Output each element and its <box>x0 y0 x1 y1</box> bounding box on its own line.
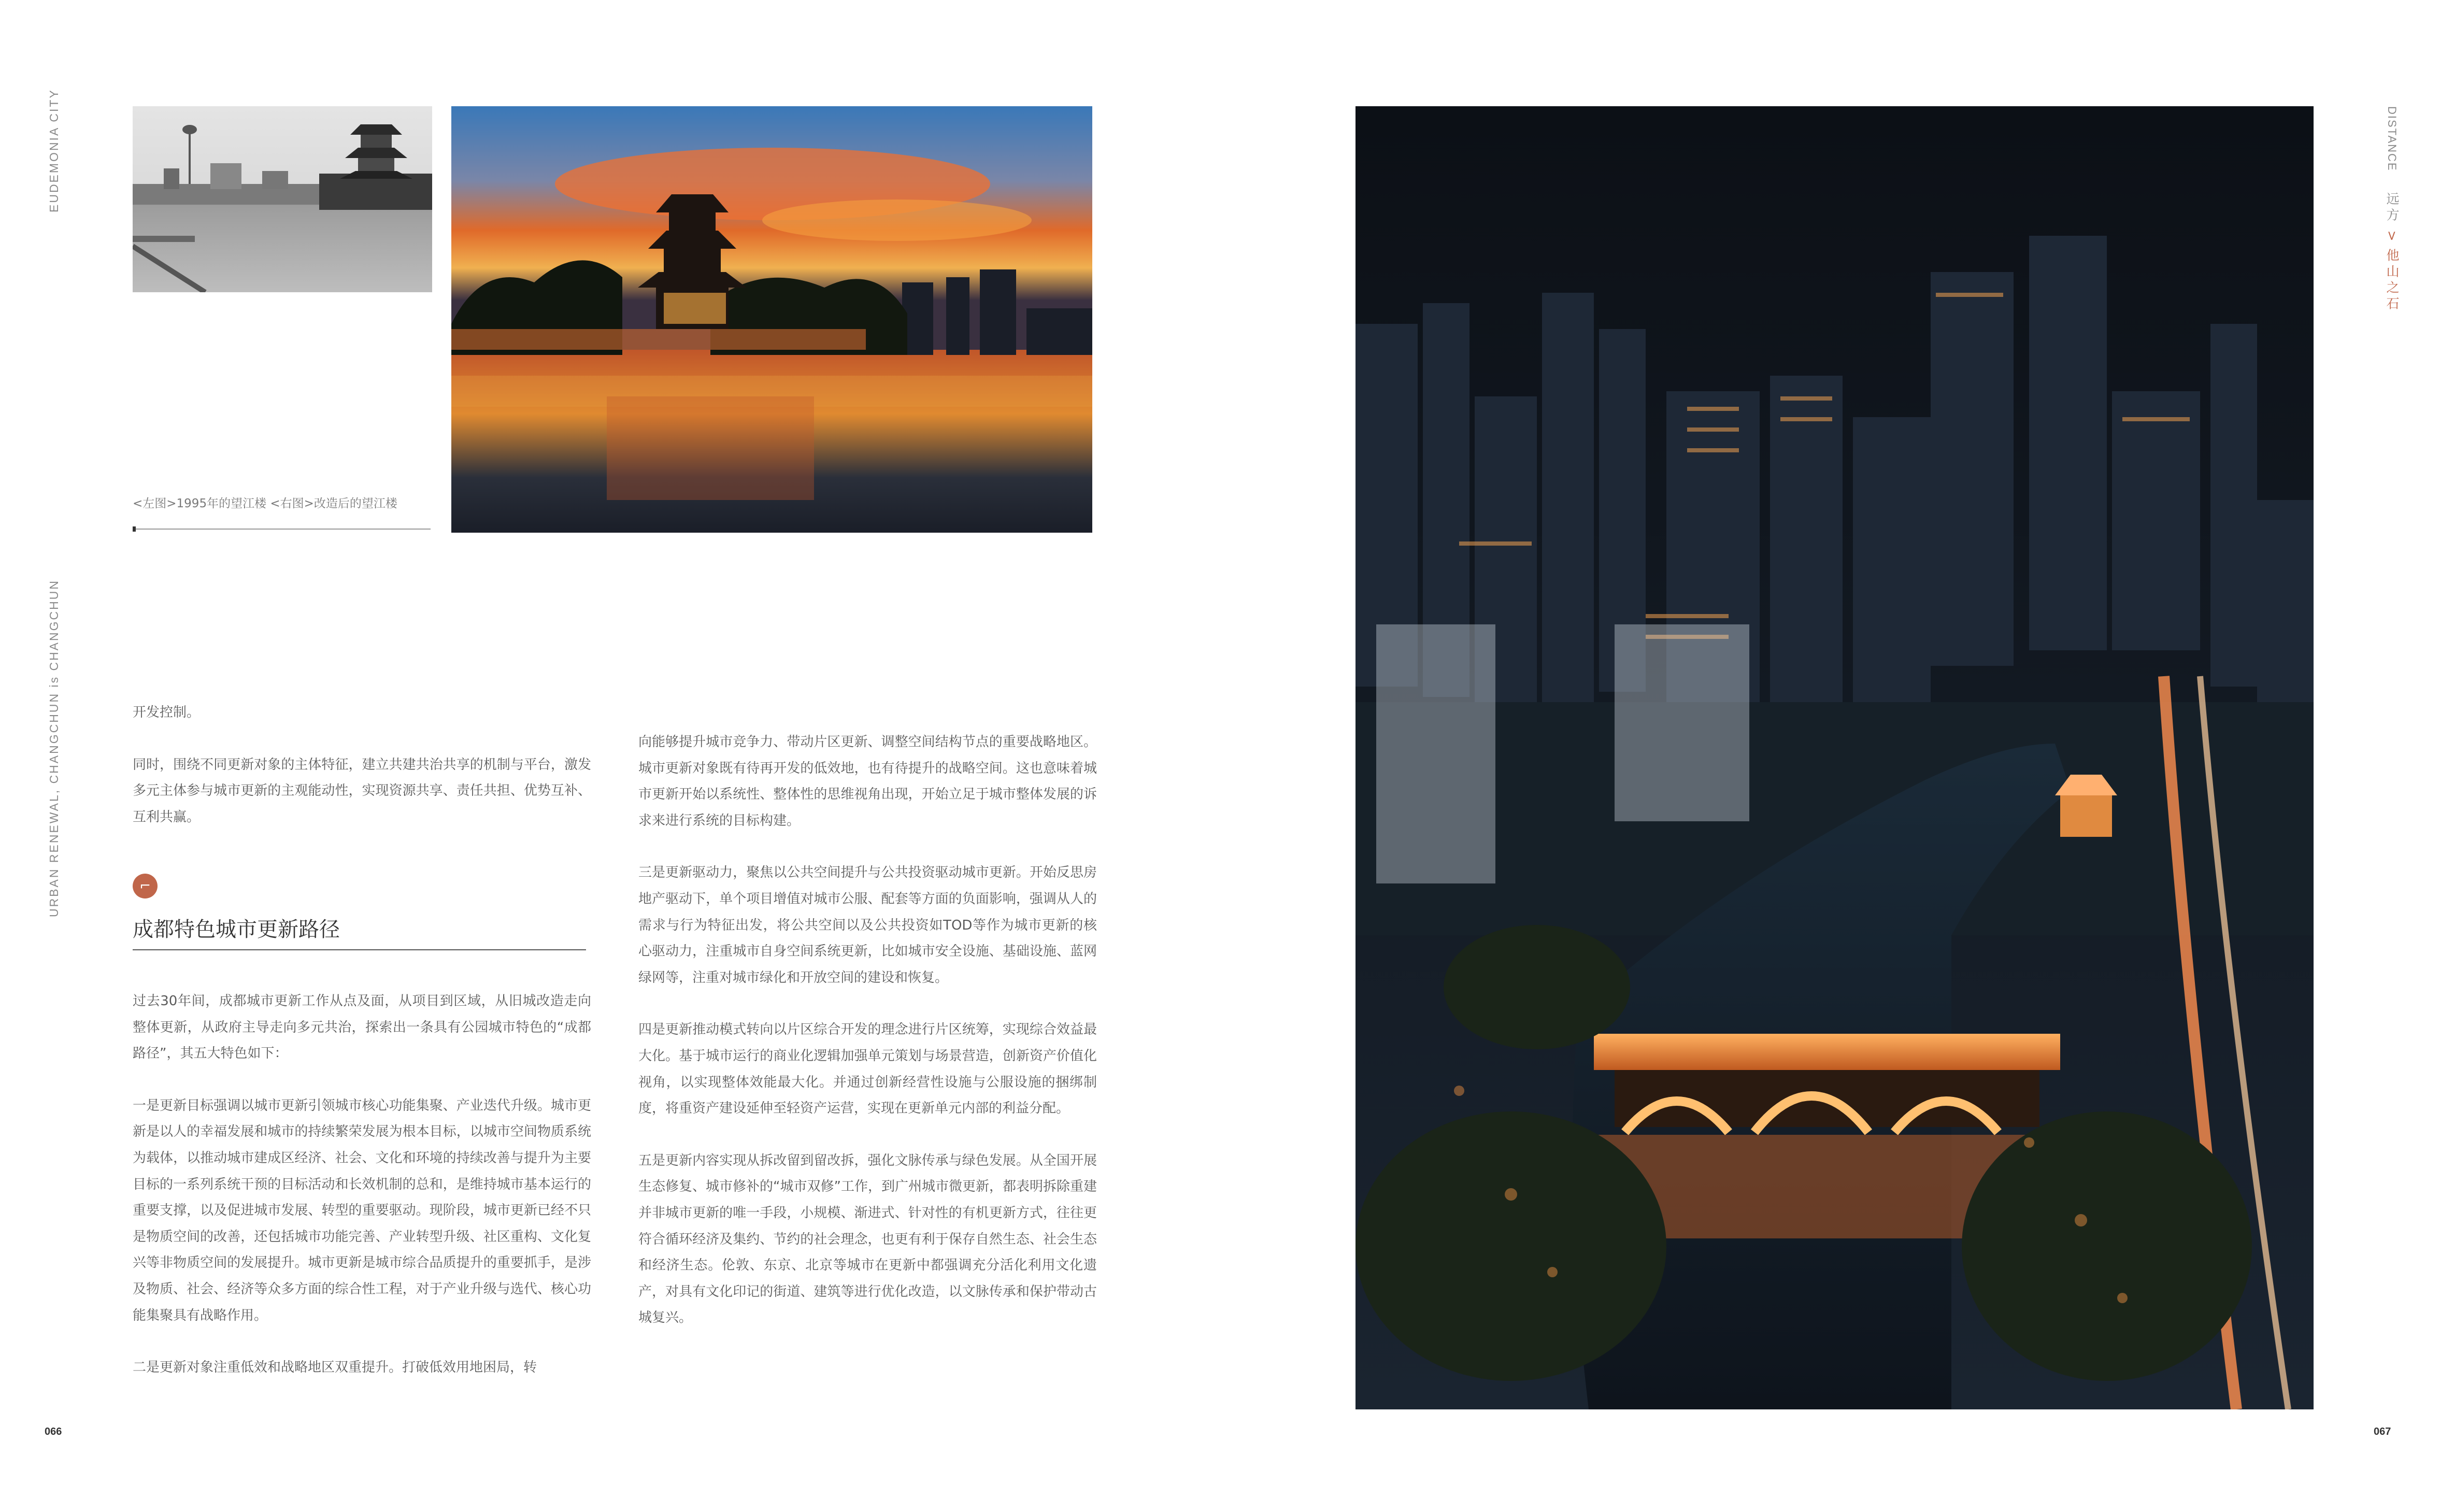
paragraph: 过去30年间，成都城市更新工作从点及面，从项目到区域，从旧城改造走向整体更新，从政府主导走向多元共治，探索出一条具有公园城市特色的“成都路径”，其五大特色如下： <box>133 993 591 1062</box>
photo-wangjiang-1995 <box>133 106 432 292</box>
running-head-top: EUDEMONIA CITY <box>47 89 61 212</box>
paragraph: 同时，围绕不同更新对象的主体特征，建立共建共治共享的机制与平台，激发多元主体参与城市更新的主观能动性，实现资源共享、责任共担、优势互补、互利共赢。 <box>133 757 591 825</box>
running-head-en: DISTANCE <box>2386 106 2399 172</box>
section-title: 成都特色城市更新路径 <box>133 918 340 942</box>
paragraph: 五是更新内容实现从拆改留到留改拆，强化文脉传承与绿色发展。从全国开展生态修复、城市修补的“城市双修”工作，到广州城市微更新，都表明拆除重建并非城市更新的唯一手段，小规模、渐进式、针对性的有机更新方式，往往更符合循环经济及集约、节约的社会理念，也更有利于保存自然生态、社会生态和经济生态。伦敦、东京、北京等城市在更新中都强调充分活化利用文化遗产，对具有文化印记的街道、建筑等进行优化改造，以文脉传承和保护带动古城复兴。 <box>638 1152 1097 1326</box>
running-head-zh: 远方 <box>2385 192 2400 224</box>
column-1-top <box>133 700 591 830</box>
paragraph: 开发控制。 <box>133 705 201 720</box>
page-number-left: 066 <box>45 1426 62 1437</box>
paragraph: 三是更新驱动力，聚焦以公共空间提升与公共投资驱动城市更新。开始反思房地产驱动下，单个项目增值对城市公服、配套等方面的负面影响，强调从人的需求与行为特征出发，将公共空间以及公共投资如TOD等作为城市更新的核心驱动力，注重城市自身空间系统更新，比如城市安全设施、基础设施、蓝网绿网等，注重对城市绿化和开放空间的建设和恢复。 <box>638 865 1097 986</box>
photo-caption: <左图>1995年的望江楼 <右图>改造后的望江楼 <box>133 497 397 510</box>
column-1-bottom <box>133 988 591 1381</box>
paragraph: 二是更新对象注重低效和战略地区双重提升。打破低效用地困局，转 <box>133 1360 537 1376</box>
section-seal-icon: ⌐ <box>133 874 158 898</box>
running-head-bottom: URBAN RENEWAL, CHANGCHUN is CHANGCHUN <box>47 579 61 917</box>
paragraph: 一是更新目标强调以城市更新引领城市核心功能集聚、产业迭代升级。城市更新是以人的幸福发展和城市的持续繁荣发展为根本目标，以城市空间物质系统为载体，以推动城市建成区经济、社会、文化和环境的持续改善与提升为主要目标的一系列系统干预的目标活动和长效机制的总和，是维持城市基本运行的重要支撑，以及促进城市发展、转型的重要驱动。现阶段，城市更新已经不只是物质空间的改善，还包括城市功能完善、产业转型升级、社区重构、文化复兴等非物质空间的发展提升。城市更新是城市综合品质提升的重要抓手，是涉及物质、社会、经济等众多方面的综合性工程，对于产业升级与选代、核心功能集聚具有战略作用。 <box>133 1097 591 1323</box>
caption-rule-mark <box>133 526 136 532</box>
paragraph: 向能够提升城市竞争力、带动片区更新、调整空间结构节点的重要战略地区。城市更新对象既有待再开发的低效地，也有待提升的战略空间。这也意味着城市更新开始以系统性、整体性的思维视角出现，开始立足于城市整体发展的诉求来进行系统的目标构建。 <box>638 734 1097 829</box>
photo-wangjiang-renovated <box>451 106 1092 533</box>
paragraph: 四是更新推动模式转向以片区综合开发的理念进行片区统筹，实现综合效益最大化。基于城市运行的商业化逻辑加强单元策划与场景营造，创新资产价值化视角，以实现整体效能最大化。并通过创新经营性设施与公服设施的捆绑制度，将重资产建设延伸至轻资产运营，实现在更新单元内部的利益分配。 <box>638 1022 1097 1117</box>
page-number-right: 067 <box>2374 1426 2391 1437</box>
section-rule <box>133 949 586 950</box>
column-2 <box>638 729 1097 1331</box>
photo-chengdu-night <box>1355 106 2314 1409</box>
running-head-right <box>2382 106 2401 313</box>
caption-rule <box>133 529 431 530</box>
running-head-sep: > <box>2385 230 2400 245</box>
running-head-sub: 他山之石 <box>2385 248 2400 313</box>
